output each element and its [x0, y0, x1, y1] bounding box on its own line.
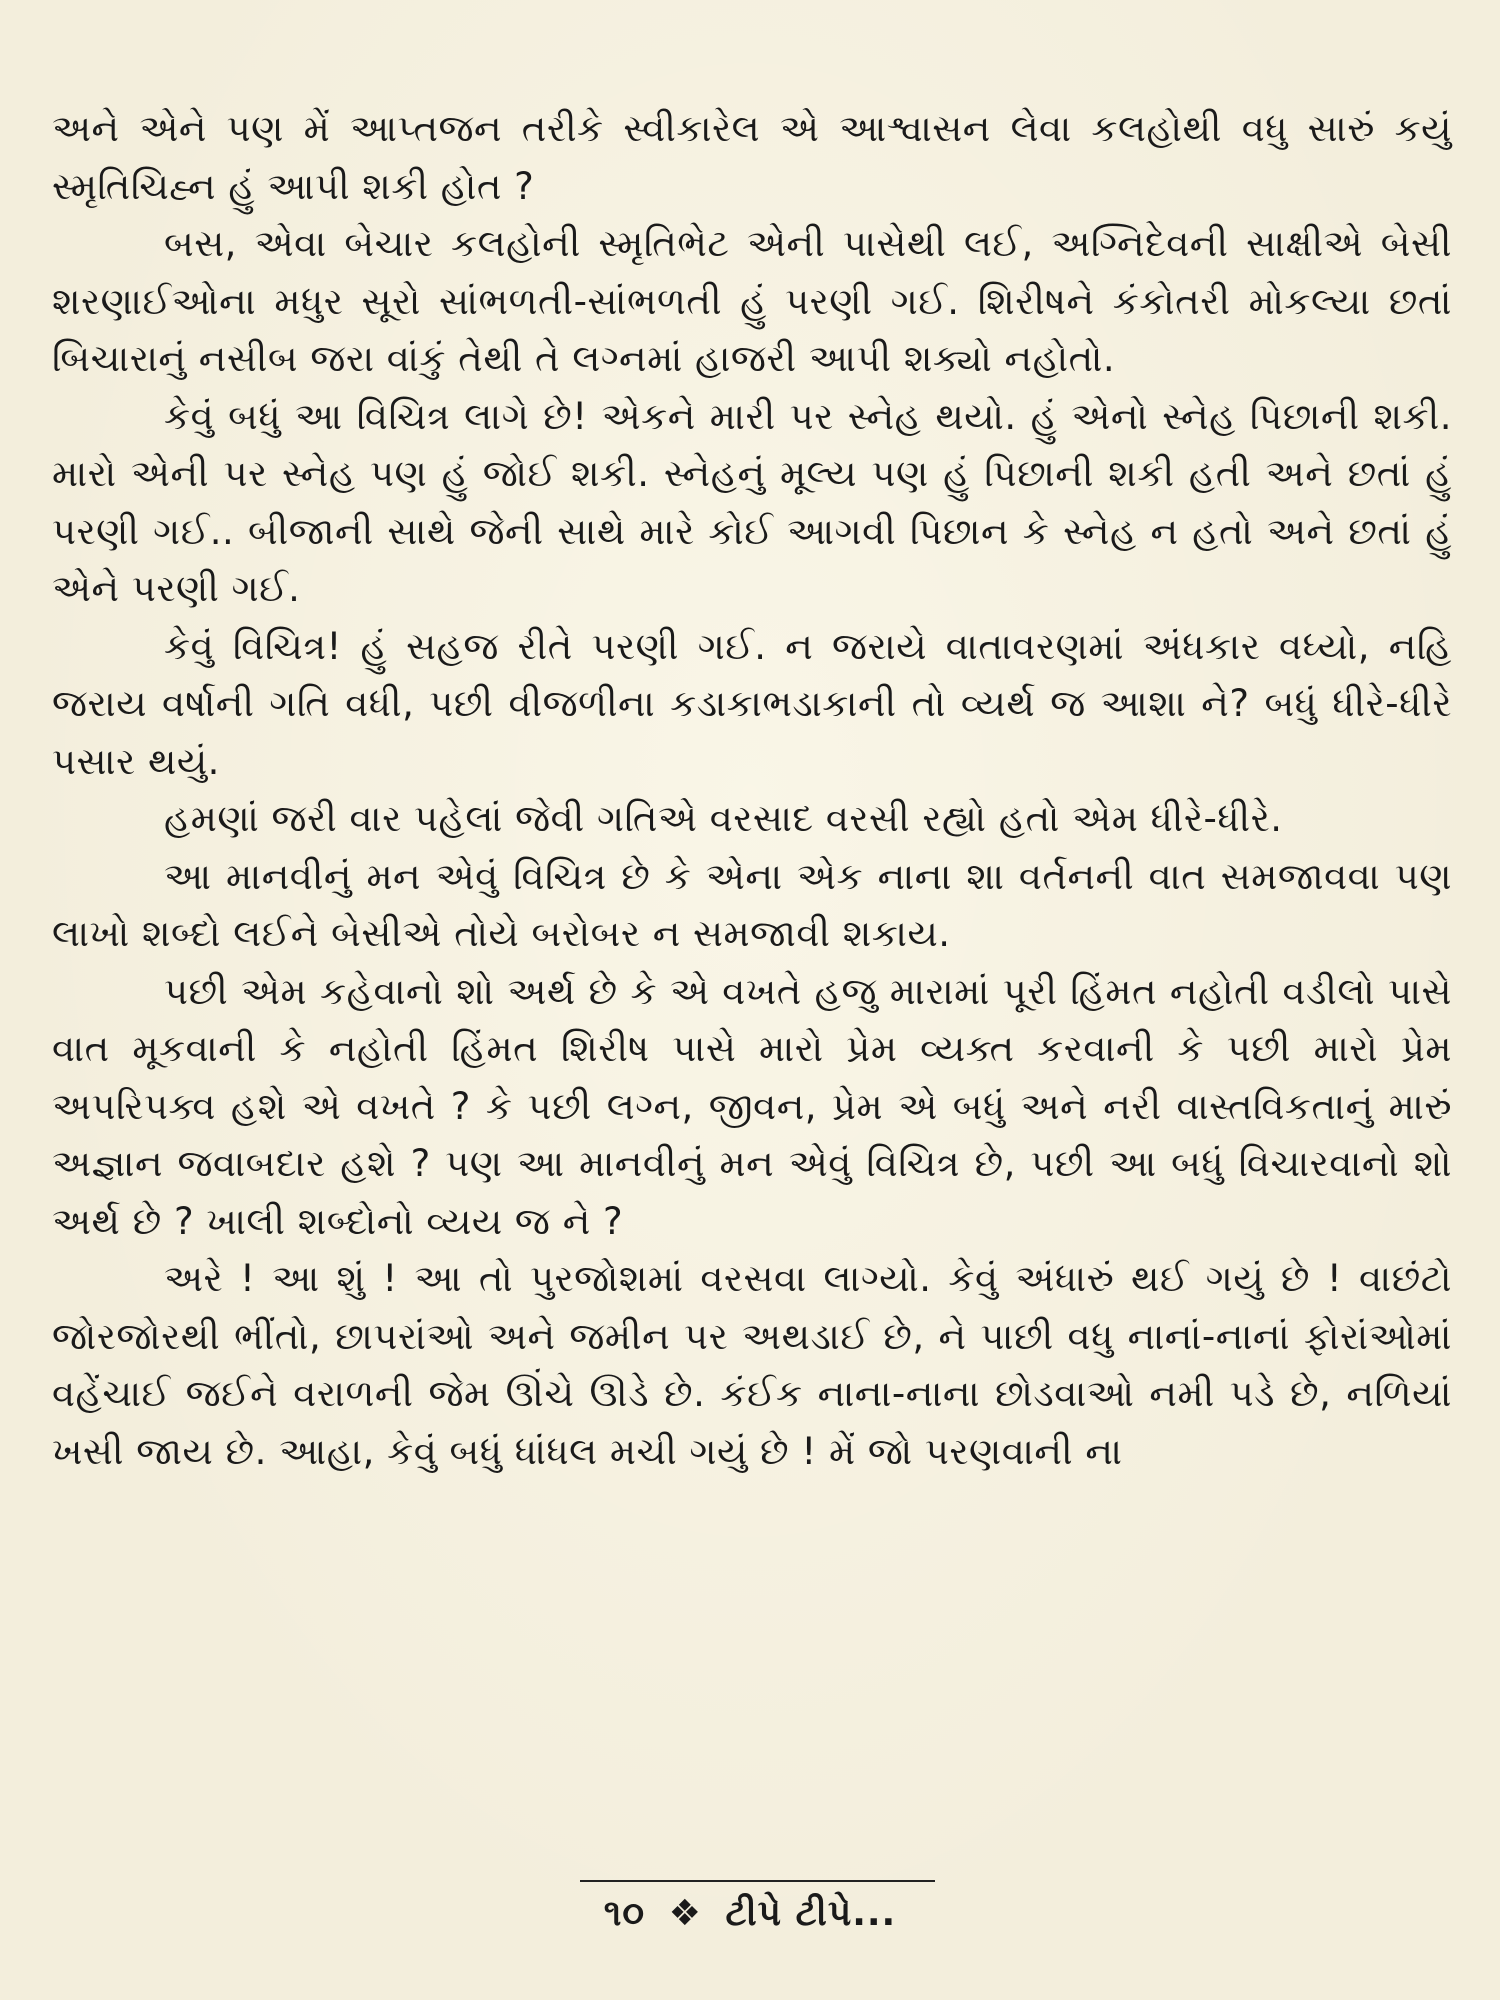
paragraph-1: અને એને પણ મેં આપ્તજન તરીકે સ્વીકારેલ એ આશ્વાસન લેવા કલહોથી વધુ સારું કયું સ્મૃતિચિહ્ન હું આપી શકી હોત ?: [52, 107, 1452, 208]
paragraph-3: કેવું બધું આ વિચિત્ર લાગે છે! એકને મારી પર સ્નેહ થયો. હું એનો સ્નેહ પિછાની શકી. મારો એની પર સ્નેહ પણ હું જોઈ શકી. સ્નેહનું મૂલ્ય પણ હું પિછાની શકી હતી અને છતાં હું પરણી ગઈ.. બીજાની સાથે જેની સાથે મારે કોઈ આગવી પિછાન કે સ્નેહ ન હતો અને છતાં હું એને પરણી ગઈ.: [52, 394, 1452, 610]
page-footer: [0, 1893, 1500, 1935]
page-number: ૧૦: [603, 1893, 646, 1934]
footer-divider: [580, 1880, 935, 1882]
paragraph-2: બસ, એવા બેચાર કલહોની સ્મૃતિભેટ એની પાસેથી લઈ, અગ્નિદેવની સાક્ષીએ બેસી શરણાઈઓના મધુર સૂરો સાંભળતી-સાંભળતી હું પરણી ગઈ. શિરીષને કંકોતરી મોકલ્યા છતાં બિચારાનું નસીબ જરા વાંકું તેથી તે લગ્નમાં હાજરી આપી શક્યો નહોતો.: [52, 222, 1452, 380]
paragraph-6: આ માનવીનું મન એવું વિચિત્ર છે કે એના એક નાના શા વર્તનની વાત સમજાવવા પણ લાખો શબ્દો લઈને બેસીએ તોયે બરોબર ન સમજાવી શકાય.: [52, 854, 1452, 955]
paragraph-7: પછી એમ કહેવાનો શો અર્થ છે કે એ વખતે હજુ મારામાં પૂરી હિંમત નહોતી વડીલો પાસે વાત મૂકવાની કે નહોતી હિંમત શિરીષ પાસે મારો પ્રેમ વ્યક્ત કરવાની કે પછી મારો પ્રેમ અપરિપક્વ હશે એ વખતે ? કે પછી લગ્ન, જીવન, પ્રેમ એ બધું અને નરી વાસ્તવિકતાનું મારું અજ્ઞાન જવાબદાર હશે ? પણ આ માનવીનું મન એવું વિચિત્ર છે, પછી આ બધું વિચારવાનો શો અર્થ છે ? ખાલી શબ્દોનો વ્યય જ ને ?: [52, 969, 1452, 1243]
book-title: ટીપે ટીપે...: [725, 1893, 897, 1934]
paragraph-5: હમણાં જરી વાર પહેલાં જેવી ગતિએ વરસાદ વરસી રહ્યો હતો એમ ધીરે-ધીરે.: [164, 797, 1283, 840]
paragraph-4: કેવું વિચિત્ર! હું સહજ રીતે પરણી ગઈ. ન જરાયે વાતાવરણમાં અંધકાર વધ્યો, નહિ જરાય વર્ષાની ગતિ વધી, પછી વીજળીના કડાકાભડાકાની તો વ્યર્થ જ આશા ને? બધું ધીરે-ધીરે પસાર થયું.: [52, 624, 1452, 783]
page-body: [52, 100, 1452, 1480]
ornament-icon: ❖: [668, 1893, 702, 1934]
paragraph-8: અરે ! આ શું ! આ તો પુરજોશમાં વરસવા લાગ્યો. કેવું અંધારું થઈ ગયું છે ! વાછંટો જોરજોરથી ભીંતો, છાપરાંઓ અને જમીન પર અથડાઈ છે, ને પાછી વધુ નાનાં-નાનાં ફોરાંઓમાં વહેંચાઈ જઈને વરાળની જેમ ઊંચે ઊડે છે. કંઈક નાના-નાના છોડવાઓ નમી પડે છે, નળિયાં ખસી જાય છે. આહા, કેવું બધું ધાંધલ મચી ગયું છે ! મેં જો પરણવાની ના: [52, 1257, 1452, 1473]
